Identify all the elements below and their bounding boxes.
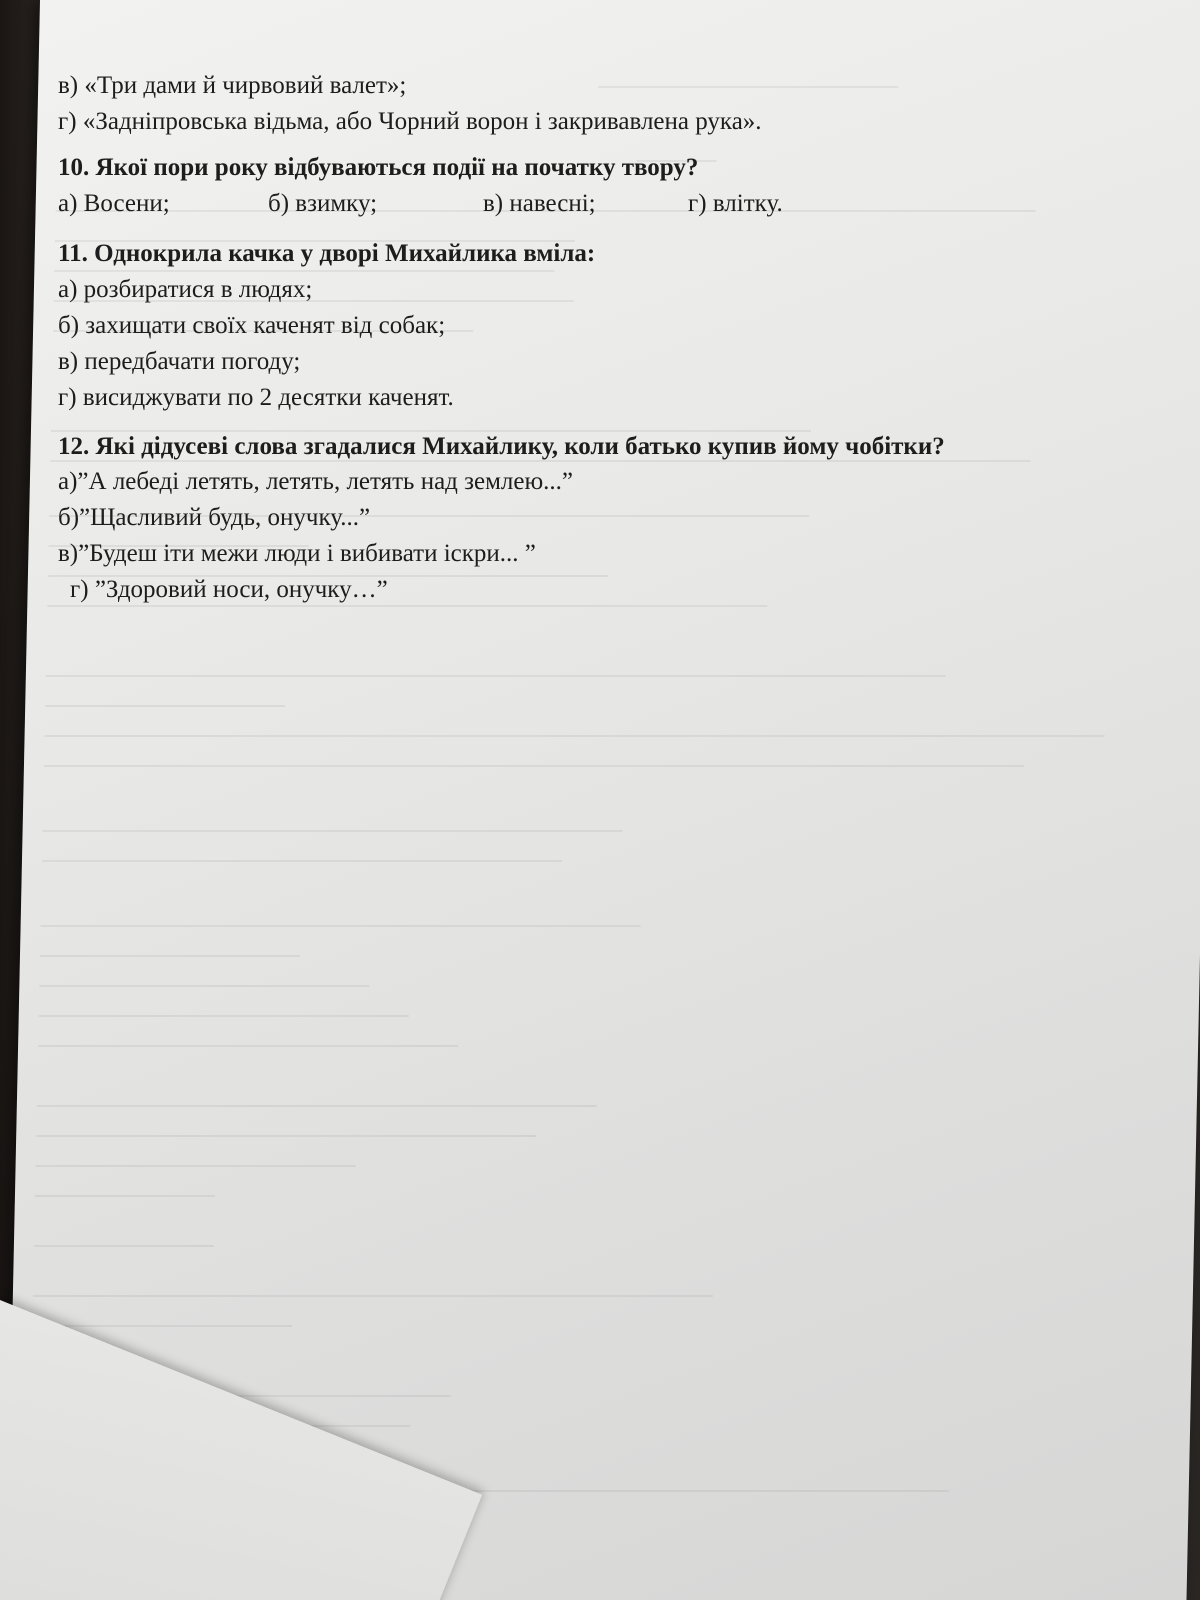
option-line: г) «Задніпровська відьма, або Чорний ворон і закривавлена рука».	[58, 108, 762, 135]
option-a: а) Восени;	[58, 190, 170, 217]
question-number: 11.	[58, 240, 88, 267]
option-line: в) «Три дами й чирвовий валет»;	[58, 72, 407, 99]
option-d: г) влітку.	[688, 190, 783, 217]
question-text: Які дідусеві слова згадалися Михайлику, коли батько купив йому чобітки?	[95, 433, 945, 460]
question-text: Якої пори року відбуваються події на початку твору?	[95, 154, 699, 181]
question-10	[58, 150, 1118, 186]
test-content	[58, 68, 1118, 608]
option-c: в) передбачати погоду;	[58, 348, 301, 375]
question-11	[58, 236, 1118, 272]
question-10-options	[58, 186, 1118, 222]
question-number: 12.	[58, 433, 90, 460]
option-d: г) ”Здоровий носи, онучку…”	[70, 576, 388, 603]
option-b: б) взимку;	[268, 190, 378, 217]
question-12	[58, 430, 1118, 464]
question-number: 10.	[58, 154, 90, 181]
option-b: б) захищати своїх каченят від собак;	[58, 312, 446, 339]
option-a: а) розбиратися в людях;	[58, 276, 313, 303]
option-c: в) навесні;	[483, 190, 596, 217]
option-b: б)”Щасливий будь, онучку...”	[58, 504, 371, 531]
question-text: Однокрила качка у дворі Михайлика вміла:	[94, 240, 596, 267]
option-a: а)”А лебеді летять, летять, летять над землею...”	[58, 468, 574, 495]
option-c: в)”Будеш іти межи люди і вибивати іскри... ”	[58, 540, 536, 567]
option-d: г) висиджувати по 2 десятки каченят.	[58, 384, 454, 411]
